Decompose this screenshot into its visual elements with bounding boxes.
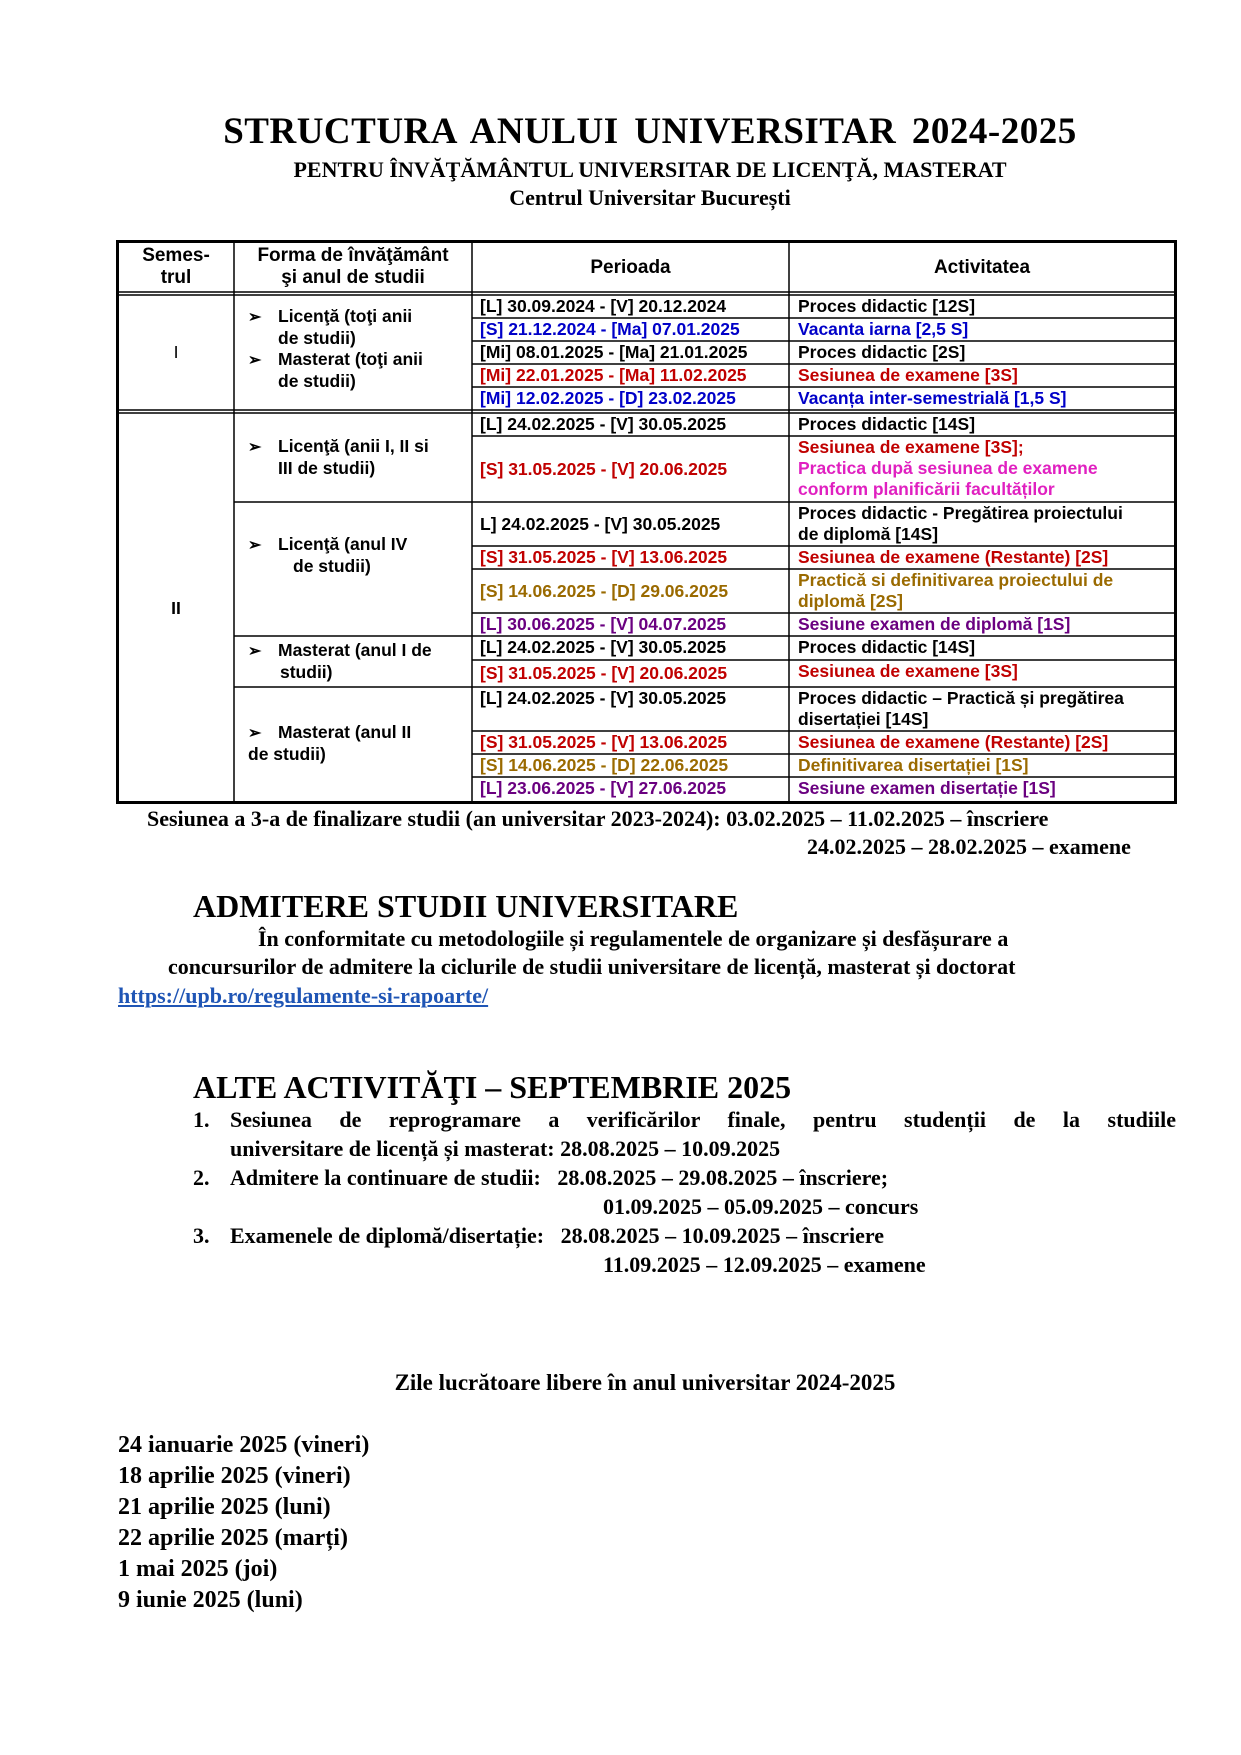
activity-cell: Sesiunea de examene [3S] [798, 365, 1018, 385]
list-item-number: 1. [193, 1107, 210, 1132]
period-cell: [S] 31.05.2025 - [V] 20.06.2025 [480, 663, 728, 683]
period-cell: L] 24.02.2025 - [V] 30.05.2025 [480, 514, 721, 534]
activity-cell: Sesiune examen disertație [1S] [798, 778, 1056, 798]
period-cell: [Mi] 22.01.2025 - [Ma] 11.02.2025 [480, 365, 747, 385]
session3-note: Sesiunea a 3-a de finalizare studii (an universitar 2023-2024): 03.02.2025 – 11.02.2025 – înscriere [147, 806, 1049, 831]
holiday-item: 1 mai 2025 (joi) [118, 1556, 278, 1582]
activity-line: disertației [14S] [798, 709, 929, 729]
list-item: 11.09.2025 – 12.09.2025 – examene [603, 1252, 926, 1277]
activity-cell: Proces didactic [14S] [798, 414, 976, 434]
activity-cell: Sesiunea de examene [3S] [798, 661, 1018, 681]
semester-label: I [173, 342, 179, 362]
form-cell [248, 436, 429, 479]
activity-cell [798, 503, 1123, 545]
list-item: universitare de licență și masterat: 28.08.2025 – 10.09.2025 [230, 1136, 781, 1161]
holiday-item: 24 ianuarie 2025 (vineri) [118, 1432, 370, 1458]
arrow-bullet-icon: ➢ [248, 352, 262, 369]
form-line: de studii) [293, 556, 371, 576]
page-subtitle: PENTRU ÎNVĂŢĂMÂNTUL UNIVERSITAR DE LICENŢĂ, MASTERAT [293, 157, 1007, 182]
arrow-bullet-icon: ➢ [248, 439, 262, 456]
column-header-form-line2: şi anul de studii [281, 267, 425, 288]
activity-cell: Proces didactic [14S] [798, 637, 976, 657]
column-header-period: Perioada [590, 257, 671, 278]
form-line: III de studii) [278, 458, 376, 478]
semester-label: II [171, 598, 181, 618]
list-item: 01.09.2025 – 05.09.2025 – concurs [603, 1194, 919, 1219]
list-item-number: 3. [193, 1223, 210, 1248]
activity-cell: Vacanța inter-semestrială [1,5 S] [798, 388, 1067, 408]
activity-cell [798, 570, 1113, 612]
activity-cell: Definitivarea disertației [1S] [798, 755, 1029, 775]
form-line: Masterat (anul I de [278, 640, 432, 660]
column-header-form-line1: Forma de învăţământ [257, 245, 449, 266]
period-cell: [S] 14.06.2025 - [D] 29.06.2025 [480, 581, 729, 601]
form-line: de studii) [248, 744, 326, 764]
period-cell: [Mi] 12.02.2025 - [D] 23.02.2025 [480, 388, 736, 408]
session3-exams: 24.02.2025 – 28.02.2025 – examene [807, 834, 1131, 859]
form-line: de studii) [278, 328, 356, 348]
arrow-bullet-icon: ➢ [248, 643, 262, 660]
form-line: Masterat (anul II [278, 722, 412, 742]
form-cell [248, 306, 423, 392]
form-cell [248, 640, 432, 683]
holidays-heading: Zile lucrătoare libere în anul universitar 2024-2025 [394, 1370, 896, 1395]
period-cell: [S] 31.05.2025 - [V] 13.06.2025 [480, 547, 728, 567]
period-cell: [S] 14.06.2025 - [D] 22.06.2025 [480, 755, 729, 775]
admission-heading: ADMITERE STUDII UNIVERSITARE [193, 888, 739, 924]
holiday-item: 9 iunie 2025 (luni) [118, 1587, 303, 1613]
activity-line: Sesiunea de examene [3S]; [798, 437, 1024, 457]
activity-line: conform planificării facultăților [798, 479, 1055, 499]
form-line: Licenţă (anul IV [278, 534, 408, 554]
activity-line: de diplomă [14S] [798, 524, 939, 544]
activity-cell: Proces didactic [12S] [798, 296, 976, 316]
period-cell: [L] 30.09.2024 - [V] 20.12.2024 [480, 296, 727, 316]
arrow-bullet-icon: ➢ [248, 725, 262, 742]
activity-line: diplomă [2S] [798, 591, 904, 611]
arrow-bullet-icon: ➢ [248, 537, 262, 554]
period-cell: [S] 31.05.2025 - [V] 20.06.2025 [480, 459, 728, 479]
period-cell: [L] 23.06.2025 - [V] 27.06.2025 [480, 778, 727, 798]
period-cell: [L] 24.02.2025 - [V] 30.05.2025 [480, 414, 727, 434]
period-cell: [Mi] 08.01.2025 - [Ma] 21.01.2025 [480, 342, 748, 362]
column-header-semester-line1: Semes- [142, 245, 210, 266]
holiday-item: 21 aprilie 2025 (luni) [118, 1494, 331, 1520]
period-cell: [L] 24.02.2025 - [V] 30.05.2025 [480, 637, 727, 657]
other-activities-heading: ALTE ACTIVITĂŢI – SEPTEMBRIE 2025 [193, 1069, 792, 1105]
list-item: Sesiunea de reprogramare a verificărilor finale, pentru studenții de la studiile [230, 1107, 1176, 1132]
form-line: Licenţă (toţi anii [278, 306, 413, 326]
column-header-semester [118, 245, 234, 289]
form-line: studii) [280, 662, 333, 682]
activity-cell: Proces didactic [2S] [798, 342, 966, 362]
holiday-item: 22 aprilie 2025 (marți) [118, 1525, 348, 1551]
activity-cell [798, 688, 1124, 730]
form-cell [248, 722, 411, 765]
list-item-number: 2. [193, 1165, 210, 1190]
form-line: de studii) [278, 371, 356, 391]
activity-line: Proces didactic – Practică și pregătirea [798, 688, 1124, 708]
list-item: Examenele de diplomă/disertație: 28.08.2025 – 10.09.2025 – înscriere [230, 1223, 885, 1248]
activity-cell [798, 437, 1098, 500]
activity-line: Practica după sesiunea de examene [798, 458, 1098, 478]
activity-cell: Vacanta iarna [2,5 S] [798, 319, 969, 339]
column-header-activity: Activitatea [933, 257, 1031, 278]
period-cell: [S] 21.12.2024 - [Ma] 07.01.2025 [480, 319, 740, 339]
admission-link[interactable]: https://upb.ro/regulamente-si-rapoarte/ [118, 983, 489, 1008]
column-header-semester-line2: trul [160, 267, 192, 288]
list-item: Admitere la continuare de studii: 28.08.2025 – 29.08.2025 – înscriere; [230, 1165, 889, 1190]
page-title: STRUCTURA ANULUI UNIVERSITAR 2024-2025 [223, 111, 1077, 152]
admission-text-line2: concursurilor de admitere la ciclurile de studii universitare de licență, masterat și doctorat [168, 954, 1016, 979]
period-cell: [L] 30.06.2025 - [V] 04.07.2025 [480, 614, 727, 634]
period-cell: [L] 24.02.2025 - [V] 30.05.2025 [480, 688, 727, 708]
form-cell [248, 534, 407, 577]
activity-cell: Sesiunea de examene (Restante) [2S] [798, 732, 1109, 752]
page-center: Centrul Universitar București [509, 185, 791, 210]
admission-text-line1: În conformitate cu metodologiile și regulamentele de organizare și desfășurare a [258, 926, 1009, 951]
holiday-item: 18 aprilie 2025 (vineri) [118, 1463, 351, 1489]
period-cell: [S] 31.05.2025 - [V] 13.06.2025 [480, 732, 728, 752]
arrow-bullet-icon: ➢ [248, 309, 262, 326]
activity-cell: Sesiune examen de diplomă [1S] [798, 614, 1071, 634]
column-header-form [234, 245, 472, 289]
activity-cell: Sesiunea de examene (Restante) [2S] [798, 547, 1109, 567]
activity-line: Practică si definitivarea proiectului de [798, 570, 1114, 590]
activity-line: Proces didactic - Pregătirea proiectului [798, 503, 1123, 523]
form-line: Licenţă (anii I, II si [278, 436, 429, 456]
form-line: Masterat (toţi anii [278, 349, 423, 369]
